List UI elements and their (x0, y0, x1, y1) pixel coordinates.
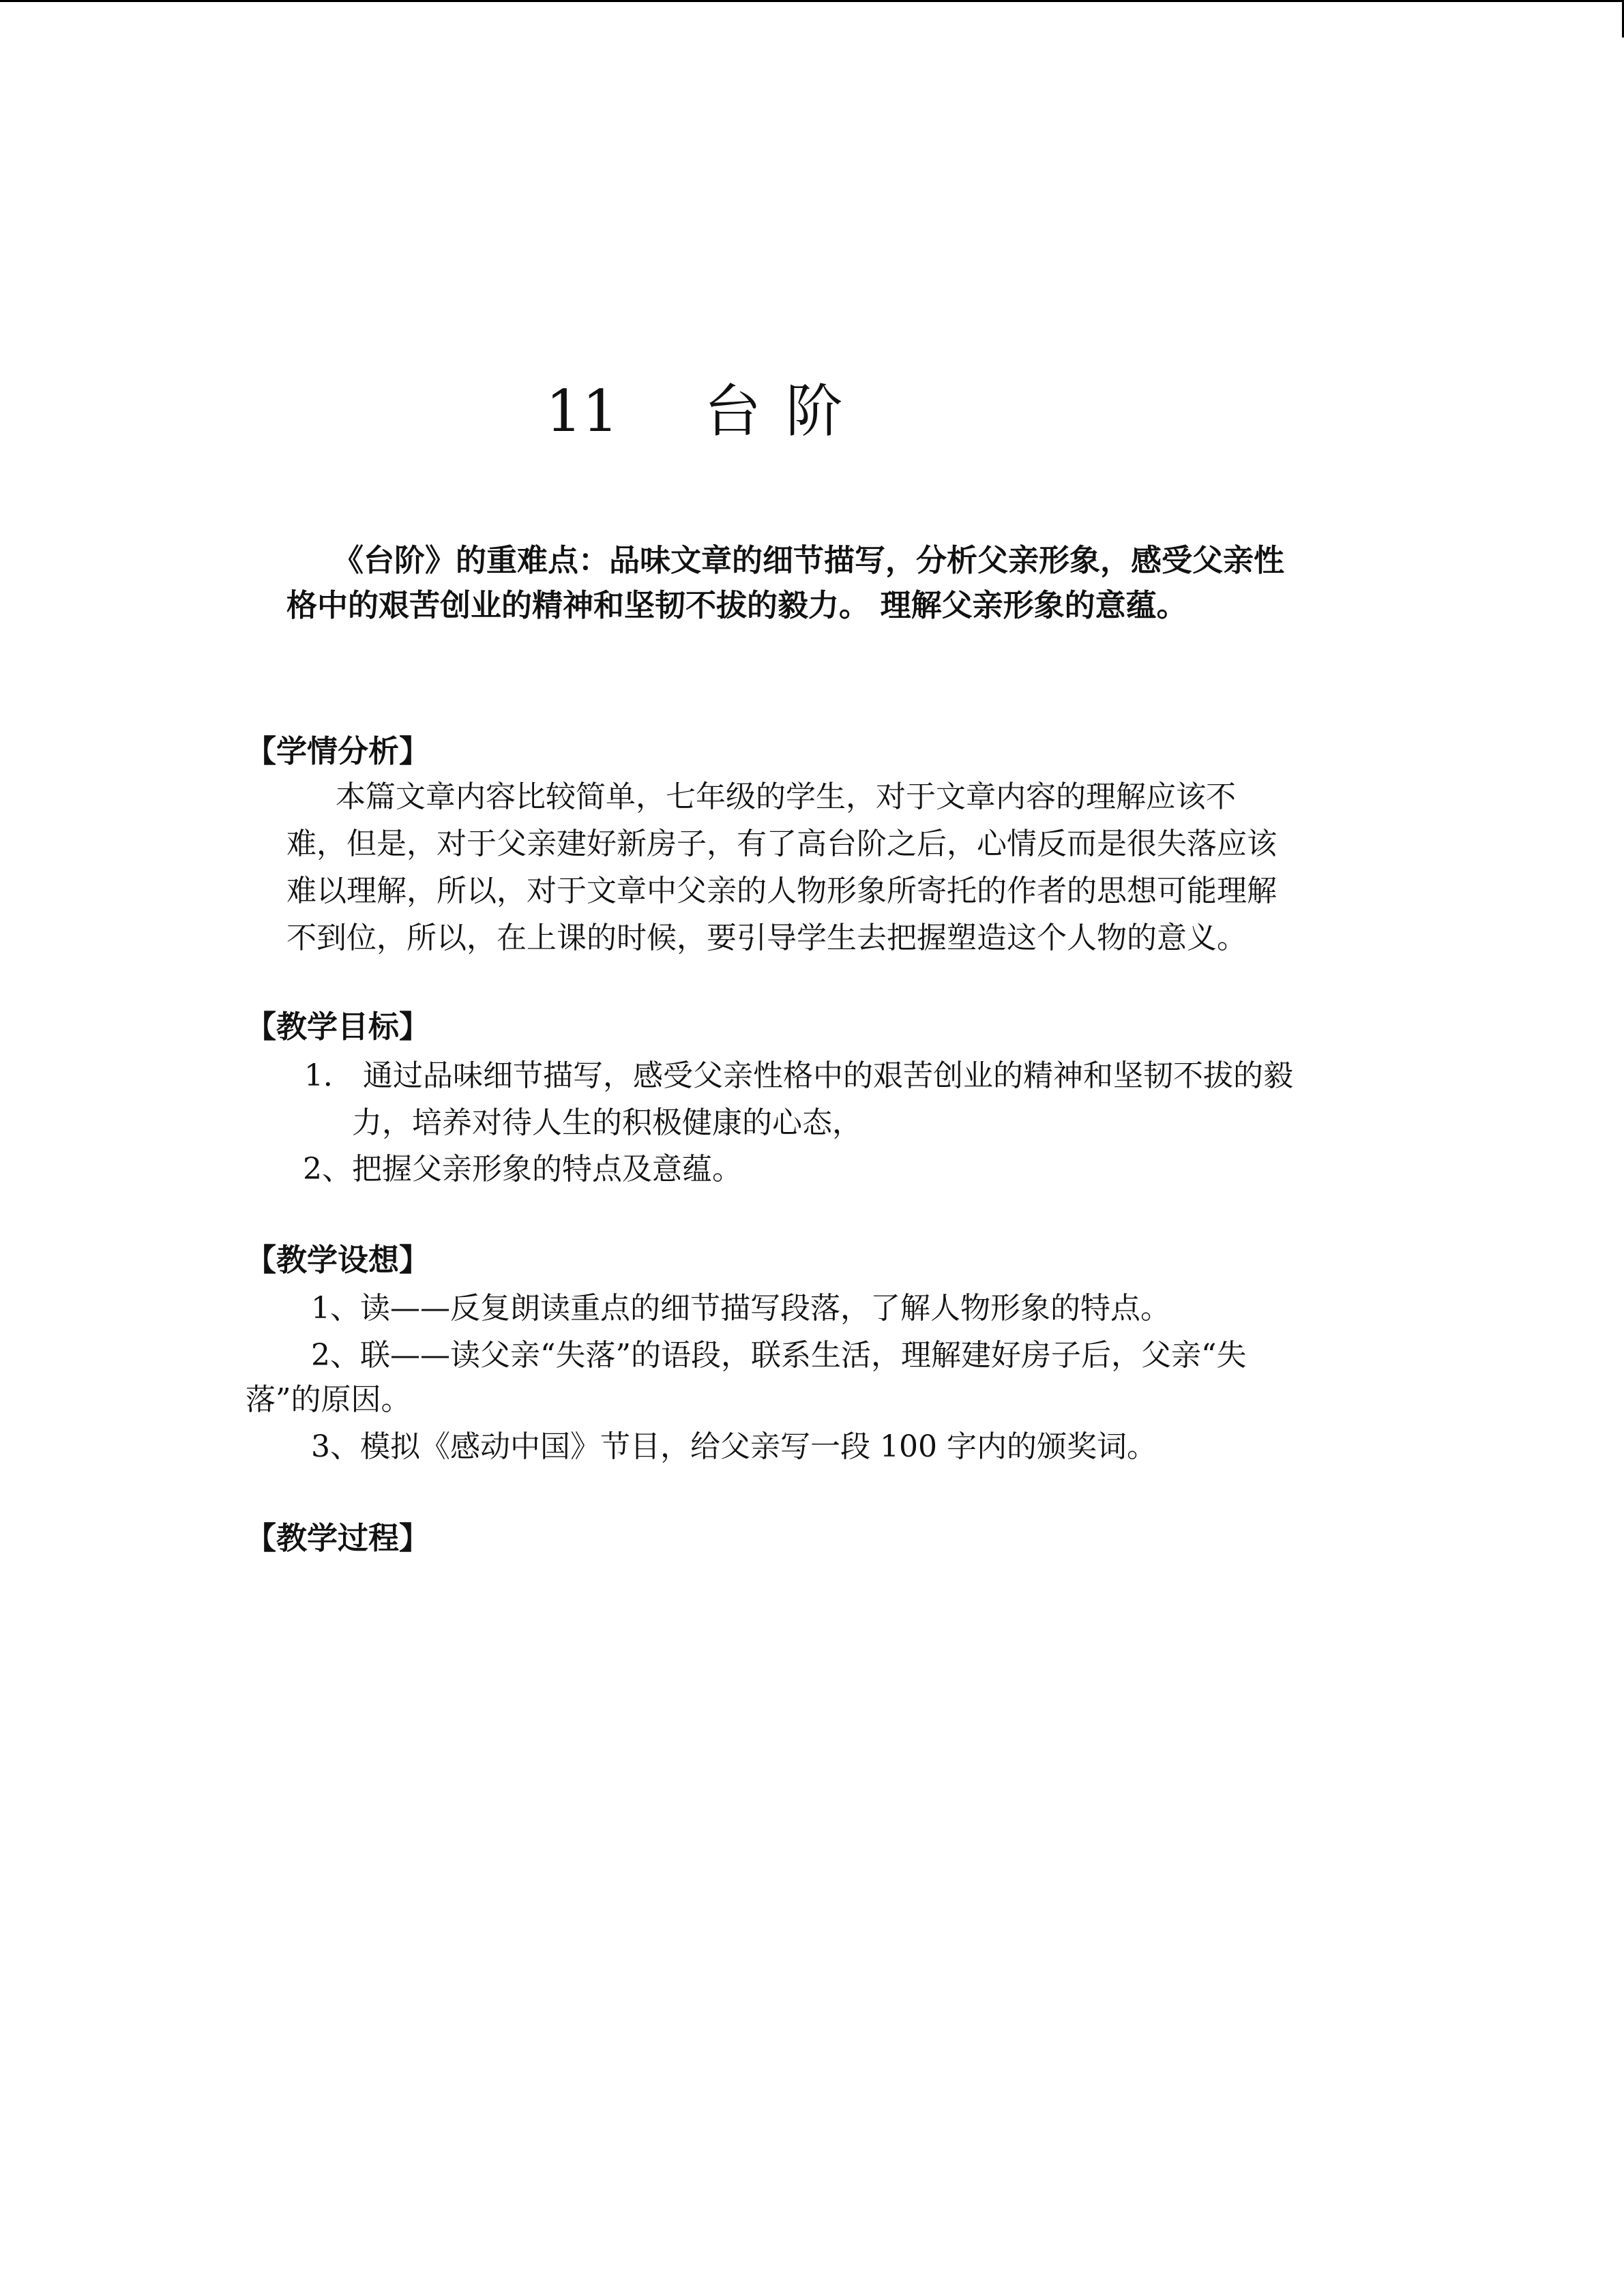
goal-2: 2、把握父亲形象的特点及意蕴。 (303, 1152, 742, 1187)
analysis-line-2: 难，但是，对于父亲建好新房子，有了高台阶之后，心情反而是很失落应该 (286, 826, 1277, 861)
design-heading: 【教学设想】 (246, 1242, 430, 1278)
design-item-1: 1、读——反复朗读重点的细节描写段落，了解人物形象的特点。 (311, 1291, 1170, 1326)
design-item-3: 3、模拟《感动中国》节目，给父亲写一段 100 字内的颁奖词。 (311, 1429, 1157, 1464)
analysis-line-1: 本篇文章内容比较简单，七年级的学生，对于文章内容的理解应该不 (336, 779, 1236, 814)
design-item-2-line-2: 落”的原因。 (246, 1382, 411, 1417)
design-item-2-line-1: 2、联——读父亲“失落”的语段，联系生活，理解建好房子后，父亲“失 (311, 1338, 1247, 1373)
lesson-number: 11 (546, 378, 619, 445)
keypoints-line-1: 《台阶》的重难点：品味文章的细节描写，分析父亲形象，感受父亲性 (333, 542, 1285, 578)
goal-1-line-2: 力，培养对待人生的积极健康的心态， (352, 1105, 862, 1140)
analysis-heading: 【学情分析】 (246, 733, 430, 769)
analysis-paragraph (286, 773, 1378, 961)
goals-heading: 【教学目标】 (246, 1009, 430, 1045)
goal-1-line-1: 1． 通过品味细节描写，感受父亲性格中的艰苦创业的精神和坚韧不拔的毅 (304, 1058, 1293, 1093)
lesson-title: 台阶 (703, 378, 868, 445)
top-border-line (0, 0, 1624, 2)
keypoints-line-2: 格中的艰苦创业的精神和坚韧不拔的毅力。 理解父亲形象的意蕴。 (286, 587, 1187, 623)
analysis-line-3: 难以理解，所以，对于文章中父亲的人物形象所寄托的作者的思想可能理解 (286, 874, 1277, 908)
process-heading: 【教学过程】 (246, 1520, 430, 1556)
key-difficult-points (286, 538, 1378, 628)
page-title (546, 374, 868, 449)
analysis-line-4: 不到位，所以，在上课的时候，要引导学生去把握塑造这个人物的意义。 (286, 921, 1247, 955)
